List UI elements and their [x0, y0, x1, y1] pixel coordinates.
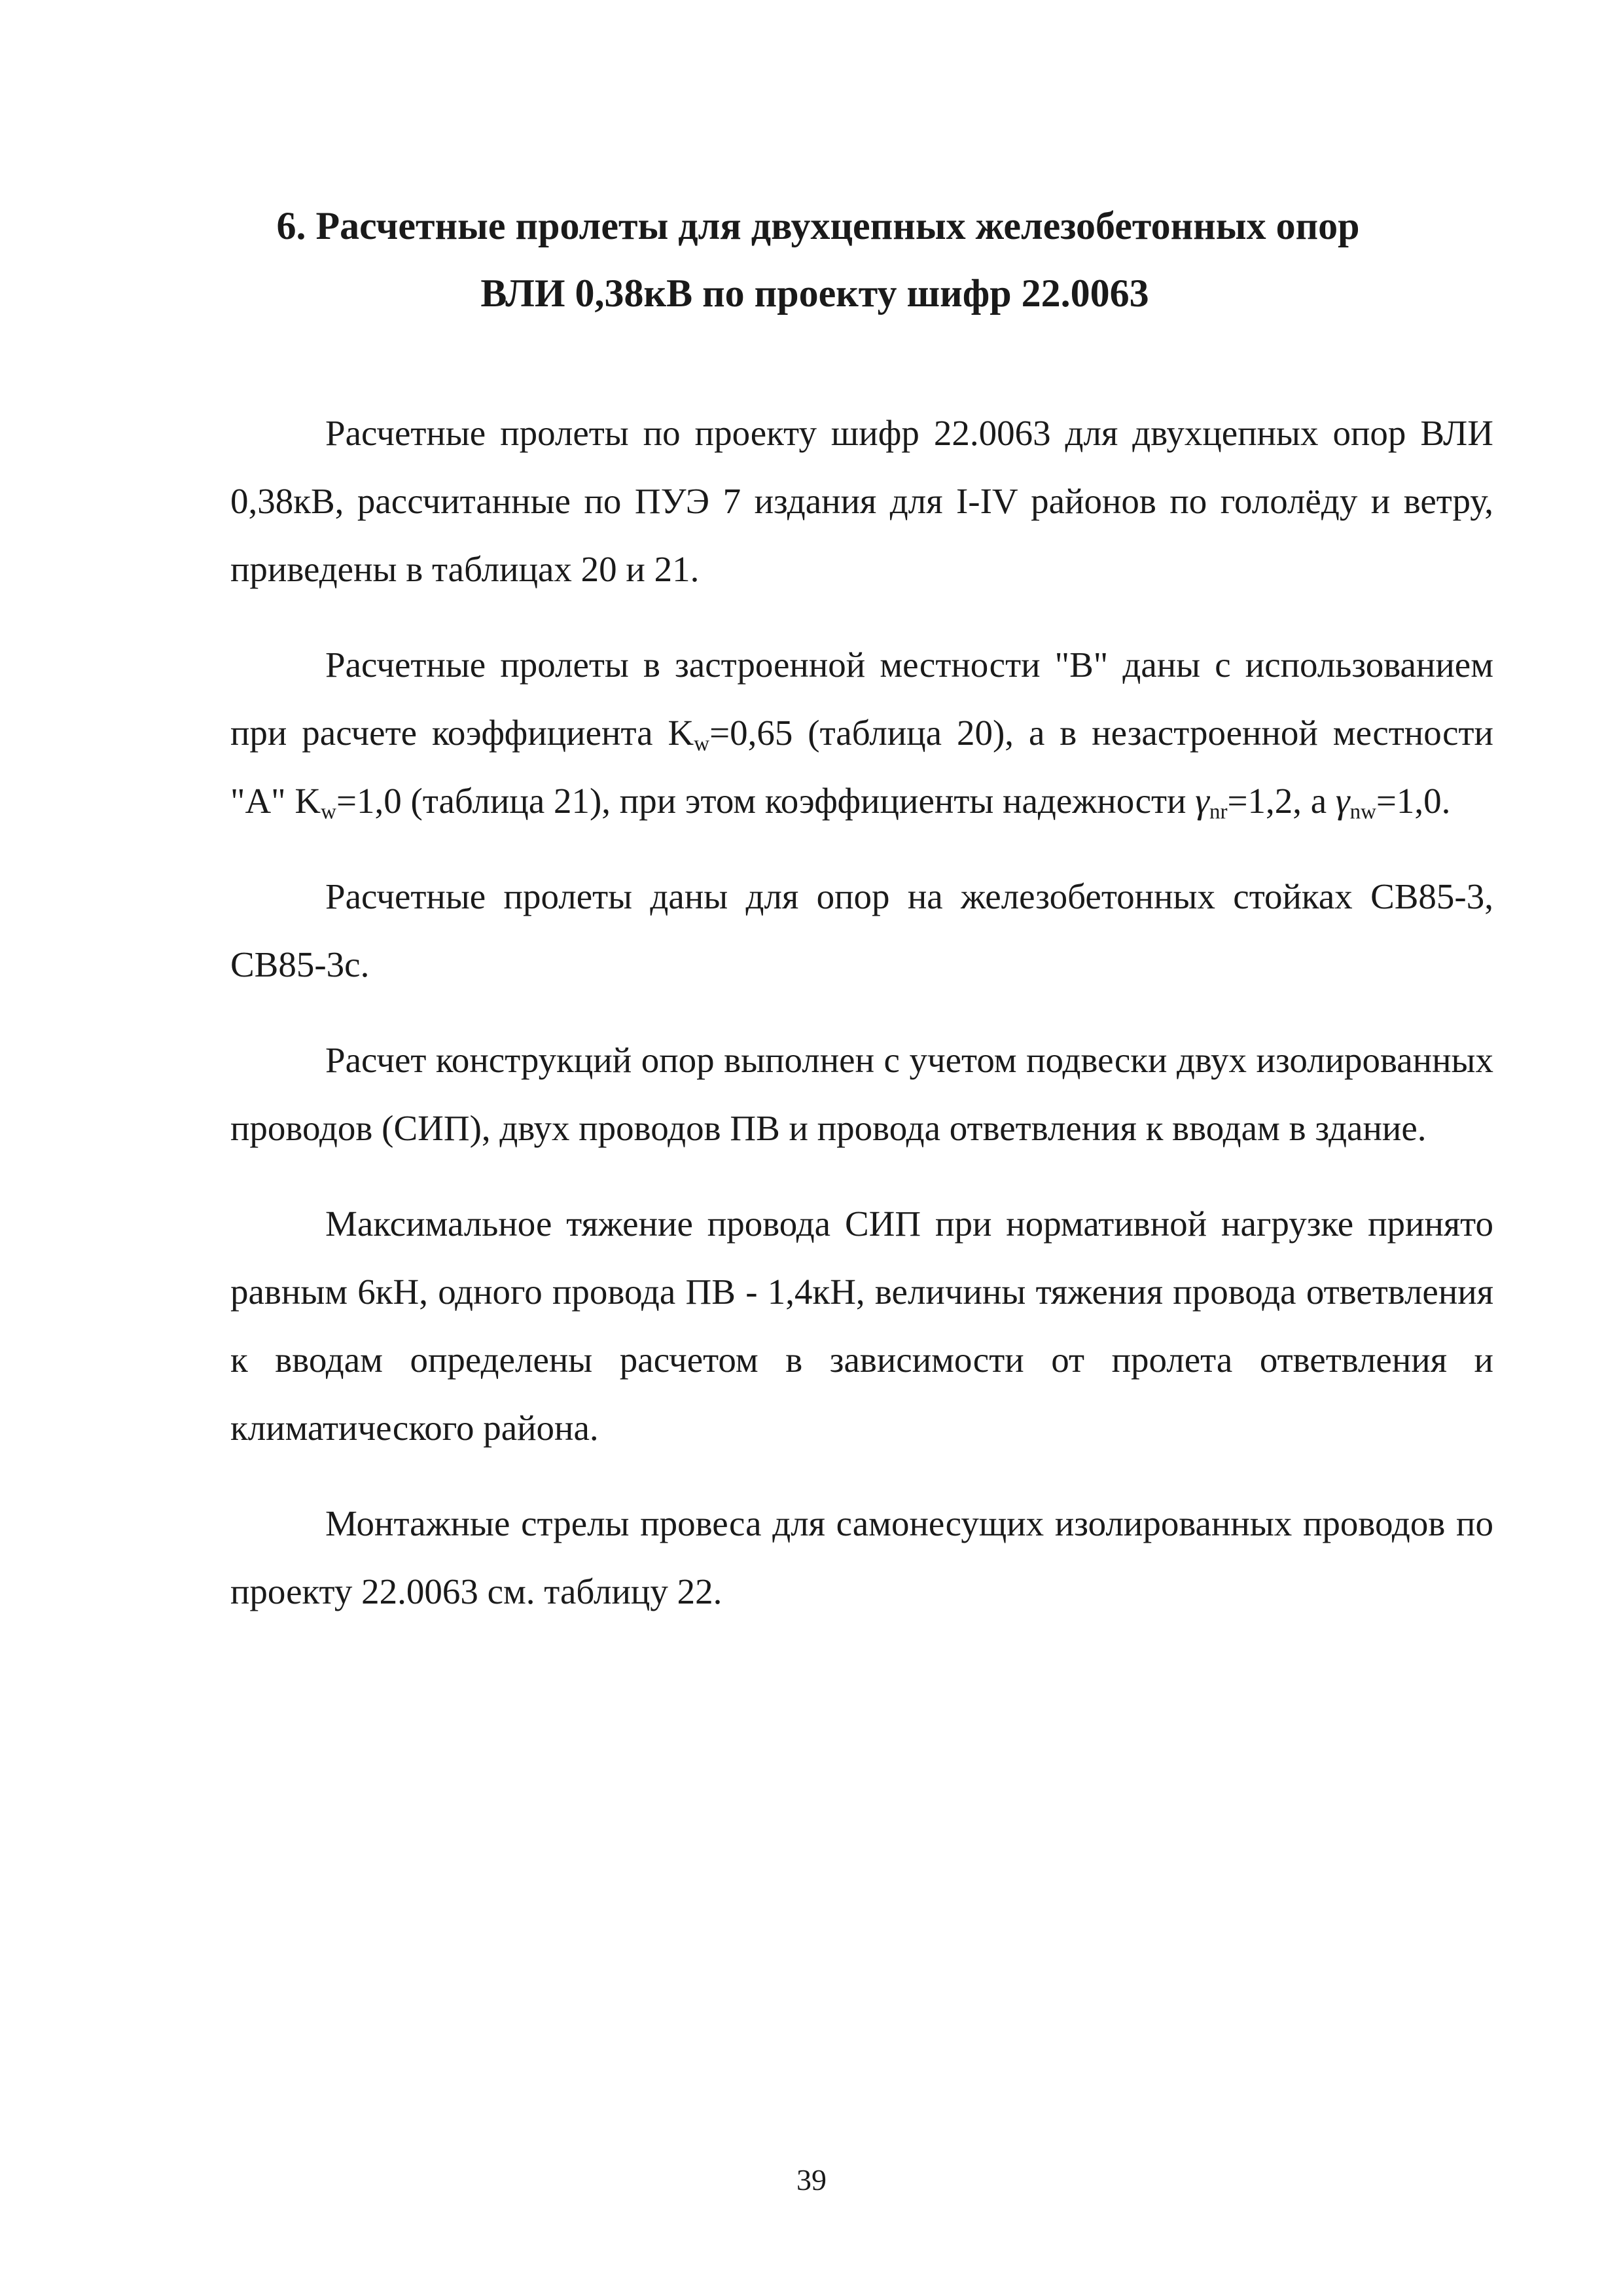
- paragraph-6: Монтажные стрелы провеса для самонесущих изолированных проводов по проекту 22.0063 см. таблицу 22.: [230, 1503, 1493, 1611]
- coefficient-kw-2: $K_w$: [294, 781, 336, 824]
- section-heading-line-1: 6. Расчетные пролеты для двухцепных железобетонных опор: [276, 204, 1360, 247]
- coefficient-gamma-nw: $\gamma_{nw}$: [1335, 781, 1376, 824]
- paragraph-4: Расчет конструкций опор выполнен с учетом подвески двух изолированных проводов (СИП), двух проводов ПВ и провода ответвления к вводам в здание.: [230, 1040, 1493, 1148]
- coefficient-gamma-nr: $\gamma_{nr}$: [1195, 781, 1228, 824]
- paragraph-2-text-d: =1,2, а: [1227, 781, 1336, 821]
- paragraph-2-text-c: =1,0 (таблица 21), при этом коэффициенты надежности: [336, 781, 1196, 821]
- coefficient-kw-1: $K_w$: [668, 713, 710, 756]
- paragraph-2-text-e: =1,0.: [1376, 781, 1451, 821]
- paragraph-1: Расчетные пролеты по проекту шифр 22.0063 для двухцепных опор ВЛИ 0,38кВ, рассчитанные по ПУЭ 7 издания для I-IV районов по гололёду и ветру, приведены в таблицах 20 и 21.: [230, 413, 1493, 589]
- page-number: 39: [796, 2163, 827, 2197]
- paragraph-2-text-b: =0,65 (таблица 20), а в незастроенной местности "А": [230, 713, 1493, 821]
- paragraph-5: Максимальное тяжение провода СИП при нормативной нагрузке принято равным 6кН, одного провода ПВ - 1,4кН, величины тяжения провода ответвления к вводам определены расчетом в зависимости от пролета ответвления и климатического района.: [230, 1204, 1493, 1448]
- section-heading-line-2: ВЛИ 0,38кВ по проекту шифр 22.0063: [480, 272, 1149, 315]
- paragraph-2: [230, 631, 1493, 835]
- paragraph-2-text-a: Расчетные пролеты в застроенной местности "В" даны с использованием при расчете коэффициента: [230, 645, 1493, 753]
- body-text: [230, 399, 1493, 1653]
- paragraph-3: Расчетные пролеты даны для опор на железобетонных стойках СВ85-3, СВ85-3с.: [230, 876, 1493, 984]
